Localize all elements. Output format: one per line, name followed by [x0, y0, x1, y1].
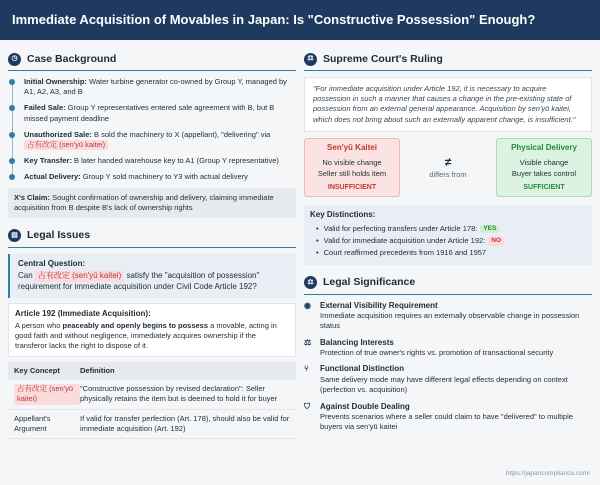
- significance-item: ⚖ Balancing Interests Protection of true owner's rights vs. promotion of transactional security: [304, 337, 554, 358]
- term-tag: 占有改定 (sen'yū kaitei): [24, 140, 108, 150]
- significance-item: ◉ External Visibility Requirement Immediate acquisition requires an externally observable change in possession status: [304, 300, 580, 331]
- significance-item: ⛉ Against Double Dealing Prevents scenarios where a seller could claim to have "delivered" to multiple buyers via sen'yū kaitei: [304, 401, 573, 432]
- timeline-item: Unauthorized Sale: B sold the machinery to X (appellant), "delivering" via 占有改定 (sen'yū kaitei): [24, 130, 296, 150]
- key-concept-table: [8, 362, 296, 439]
- senyu-kaitei-card: Sen'yū Kaitei No visible change Seller still holds item INSUFFICIENT: [304, 138, 400, 197]
- central-question-box: Central Question: Can 占有改定 (sen'yū kaitei) satisfy the "acquisition of possession" requirement for immediate acquisition under Civil Code Article 192?: [8, 254, 296, 298]
- article-192-box: Article 192 (Immediate Acquisition): A person who peaceably and openly begins to possess a movable, acting in good faith and without negligence, immediately acquires ownership if the transferor lacks the right to dispose of it.: [8, 303, 296, 357]
- timeline-dot: [9, 132, 15, 138]
- balance-icon: ⚖: [304, 337, 312, 347]
- physical-delivery-card: Physical Delivery Visible change Buyer takes control SUFFICIENT: [496, 138, 592, 197]
- clock-icon: ◷: [8, 53, 21, 66]
- timeline-dot: [9, 174, 15, 180]
- ruling-quote: "For immediate acquisition under Article 192, it is necessary to acquire possession in such a manner that causes a change in the pre-existing state of possession from an external general appearance. Acquisition by sen'yū kaitei, which does not bring about such an externally apparent change, is insufficient.": [304, 77, 592, 132]
- list-item: • Court reaffirmed precedents from 1916 and 1957: [310, 248, 586, 258]
- case-timeline: [8, 77, 296, 182]
- significance-item: ⑂ Functional Distinction Same delivery mode may have different legal effects depending on context (perfection vs. acquisition): [304, 364, 568, 395]
- comparison: [304, 138, 592, 197]
- not-equal-icon: ≠: [444, 155, 452, 170]
- timeline-item: Initial Ownership: Water turbine generator co-owned by Group Y, managed by A1, A2, A3, and B: [24, 77, 296, 97]
- book-icon: ▤: [8, 229, 21, 242]
- eye-icon: ◉: [304, 300, 311, 310]
- timeline-dot: [9, 79, 15, 85]
- key-distinctions-box: Key Distinctions: • Valid for perfecting transfers under Article 178: YES • Valid for immediate acquisition under Article 192: NO • Court reaffirmed precedents from 1916 and 1957: [304, 205, 592, 265]
- case-background-heading: ◷ Case Background: [8, 52, 296, 71]
- page-title: Immediate Acquisition of Movables in Japan: Is "Constructive Possession" Enough?: [0, 0, 600, 40]
- legal-issues-heading: ▤ Legal Issues: [8, 228, 296, 247]
- list-item: • Valid for perfecting transfers under Article 178: YES: [310, 224, 586, 234]
- footer-url: https://japancompliance.com/: [505, 470, 590, 478]
- timeline-item: Actual Delivery: Group Y sold machinery to Y3 with actual delivery: [24, 172, 296, 182]
- scale-icon: ⚖: [304, 276, 317, 289]
- list-item: • Valid for immediate acquisition under Article 192: NO: [310, 236, 586, 246]
- no-badge: NO: [488, 237, 504, 246]
- claim-box: X's Claim: Sought confirmation of ownership and delivery, claiming immediate acquisition from B despite B's lack of ownership rights: [8, 188, 296, 218]
- significance-heading: ⚖ Legal Significance: [304, 275, 592, 294]
- shield-icon: ⛉: [304, 401, 310, 411]
- table-header: Key Concept Definition: [8, 362, 296, 380]
- term-tag: 占有改定 (sen'yū kaitei): [35, 271, 124, 282]
- timeline-item: Failed Sale: Group Y representatives entered sale agreement with B, but B missed payment deadline: [24, 103, 296, 123]
- timeline-dot: [9, 158, 15, 164]
- yes-badge: YES: [480, 225, 499, 234]
- differs-from: ≠ differs from: [429, 155, 467, 180]
- branch-icon: ⑂: [304, 364, 309, 374]
- table-row: Appellant's Argument If valid for transfer perfection (Art. 178), should also be valid for immediate acquisition (Art. 192): [8, 410, 296, 439]
- gavel-icon: ⚖: [304, 53, 317, 66]
- timeline-dot: [9, 105, 15, 111]
- ruling-heading: ⚖ Supreme Court's Ruling: [304, 52, 592, 71]
- table-row: 占有改定 (sen'yū kaitei) "Constructive possession by revised declaration": Seller physically retains the item but is deemed to hold it for buyer: [8, 380, 296, 409]
- timeline-item: Key Transfer: B later handed warehouse key to A1 (Group Y representative): [24, 156, 296, 166]
